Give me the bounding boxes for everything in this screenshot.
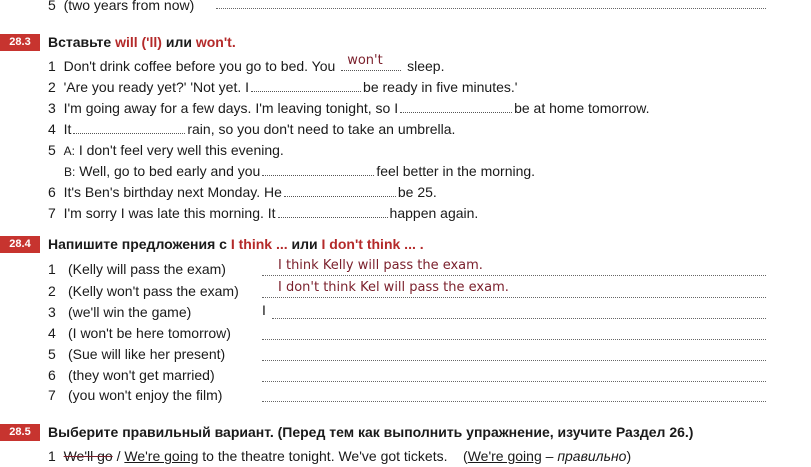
exercise-title-28-4: Напишите предложения с I think ... или I don't think ... . bbox=[48, 236, 424, 252]
item-number: 7 bbox=[48, 387, 56, 403]
exercise-item-1: 1 We'll go / We're going to the theatre tonight. We've got tickets. (We're going – правильно) bbox=[48, 448, 632, 464]
answer-line[interactable] bbox=[262, 275, 766, 276]
item-number: 3 bbox=[48, 304, 56, 320]
exercise-item-1: 1 Don't drink coffee before you go to bed. You won't sleep. bbox=[48, 53, 445, 74]
item-number: 5 bbox=[48, 0, 56, 13]
item-number: 2 bbox=[48, 283, 56, 299]
item-prompt: (two years from now) bbox=[63, 0, 195, 13]
exercise-badge-28-3: 28.3 bbox=[0, 34, 40, 51]
item-prompt: (Kelly won't pass the exam) bbox=[68, 283, 239, 299]
answer-blank[interactable] bbox=[278, 205, 388, 218]
exercise-title-28-5: Выберите правильный вариант. (Перед тем как выполнить упражнение, изучите Раздел 26.) bbox=[48, 424, 694, 440]
handwritten-answer: I don't think Kel will pass the exam. bbox=[278, 280, 509, 295]
item-prompt: (Kelly will pass the exam) bbox=[68, 261, 226, 277]
answer-line[interactable] bbox=[262, 339, 766, 340]
answer-line[interactable] bbox=[262, 297, 766, 298]
answer-blank[interactable] bbox=[400, 100, 512, 113]
item-prompt: (you won't enjoy the film) bbox=[68, 387, 223, 403]
handwritten-answer: I bbox=[262, 302, 266, 318]
answer-line[interactable] bbox=[262, 360, 766, 361]
handwritten-answer: I think Kelly will pass the exam. bbox=[278, 258, 483, 273]
item-number: 5 bbox=[48, 346, 56, 362]
handwritten-answer: won't bbox=[347, 53, 383, 68]
answer-blank[interactable] bbox=[251, 79, 361, 92]
item-prompt: (I won't be here tomorrow) bbox=[68, 325, 231, 341]
exercise-item-7: 7 I'm sorry I was late this morning. It happen again. bbox=[48, 205, 479, 221]
struck-option: We'll go bbox=[63, 448, 113, 464]
answer-line[interactable] bbox=[216, 8, 766, 9]
top-item bbox=[48, 0, 194, 14]
exercise-badge-28-5: 28.5 bbox=[0, 424, 40, 441]
answer-blank[interactable] bbox=[284, 184, 396, 197]
item-prompt: (we'll win the game) bbox=[68, 304, 192, 320]
exercise-item-2: 2 'Are you ready yet?' 'Not yet. I be ready in five minutes.' bbox=[48, 79, 518, 95]
exercise-item-5b: B: Well, go to bed early and you feel better in the morning. bbox=[64, 163, 536, 179]
answer-line[interactable] bbox=[262, 381, 766, 382]
exercise-item-4: 4 It rain, so you don't need to take an umbrella. bbox=[48, 121, 456, 137]
chosen-option: We're going bbox=[124, 448, 199, 464]
exercise-title-28-3: Вставьте will ('ll) или won't. bbox=[48, 34, 236, 50]
item-prompt: (Sue will like her present) bbox=[68, 346, 226, 362]
item-prompt: (they won't get married) bbox=[68, 367, 215, 383]
item-number: 1 bbox=[48, 261, 56, 277]
item-number: 4 bbox=[48, 325, 56, 341]
item-number: 6 bbox=[48, 367, 56, 383]
answer-line[interactable] bbox=[262, 401, 766, 402]
answer-line[interactable] bbox=[272, 318, 766, 319]
exercise-item-6: 6 It's Ben's birthday next Monday. He be 25. bbox=[48, 184, 437, 200]
answer-blank[interactable] bbox=[73, 121, 185, 134]
exercise-badge-28-4: 28.4 bbox=[0, 236, 40, 253]
answer-blank[interactable] bbox=[262, 163, 374, 176]
answer-blank[interactable] bbox=[341, 53, 401, 71]
exercise-item-5a: 5 A: I don't feel very well this evening. bbox=[48, 142, 284, 158]
exercise-item-3: 3 I'm going away for a few days. I'm leaving tonight, so I be at home tomorrow. bbox=[48, 100, 650, 116]
